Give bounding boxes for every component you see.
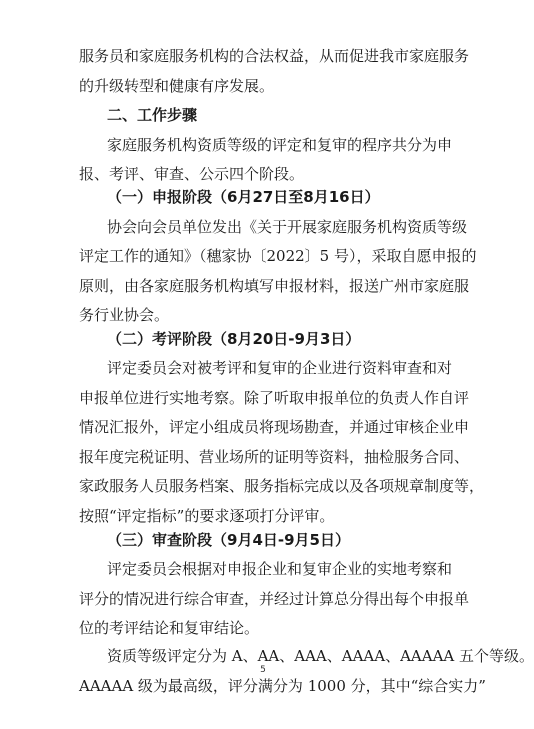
page-number: 5	[260, 665, 266, 675]
paragraph-line: 评分的情况进行综合审查，并经过计算总分得出每个申报单	[79, 590, 470, 608]
paragraph-line: 服务员和家庭服务机构的合法权益，从而促进我市家庭服务	[79, 47, 470, 65]
paragraph-line: 位的考评结论和复审结论。	[79, 619, 260, 637]
section-heading: 二、工作步骤	[107, 106, 198, 124]
paragraph-line: 报、考评、审查、公示四个阶段。	[79, 165, 305, 183]
paragraph-line: 申报单位进行实地考察。除了听取申报单位的负责人作自评	[79, 389, 470, 407]
paragraph-line: 务行业协会。	[79, 306, 170, 324]
paragraph-line: 原则，由各家庭服务机构填写申报材料，报送广州市家庭服	[79, 277, 470, 295]
paragraph-line: 报年度完税证明、营业场所的证明等资料，抽检服务合同、	[79, 448, 470, 466]
paragraph-line: 的升级转型和健康有序发展。	[79, 77, 275, 95]
paragraph-line: 家庭服务机构资质等级的评定和复审的程序共分为申	[107, 136, 453, 154]
subsection-heading: （二）考评阶段（8月20日-9月3日）	[107, 330, 361, 348]
subsection-heading: （一）申报阶段（6月27日至8月16日）	[107, 188, 380, 206]
paragraph-line: 评定委员会对被考评和复审的企业进行资料审查和对	[107, 359, 453, 377]
subsection-heading: （三）审查阶段（9月4日-9月5日）	[107, 531, 350, 549]
paragraph-line: 评定委员会根据对申报企业和复审企业的实地考察和	[107, 560, 453, 578]
paragraph-line: 情况汇报外，评定小组成员将现场勘查，并通过审核企业申	[79, 418, 470, 436]
paragraph-line: 协会向会员单位发出《关于开展家庭服务机构资质等级	[107, 218, 468, 236]
paragraph-line: 家政服务人员服务档案、服务指标完成以及各项规章制度等，	[79, 477, 485, 495]
paragraph-line: 评定工作的通知》（穗家协〔2022〕5 号），采取自愿申报的	[79, 247, 477, 265]
paragraph-line: AAAAA 级为最高级，评分满分为 1000 分，其中“综合实力”	[79, 677, 486, 695]
paragraph-line: 按照“评定指标”的要求逐项打分评审。	[79, 507, 335, 525]
paragraph-line: 资质等级评定分为 A、AA、AAA、AAAA、AAAAA 五个等级。	[107, 647, 534, 665]
